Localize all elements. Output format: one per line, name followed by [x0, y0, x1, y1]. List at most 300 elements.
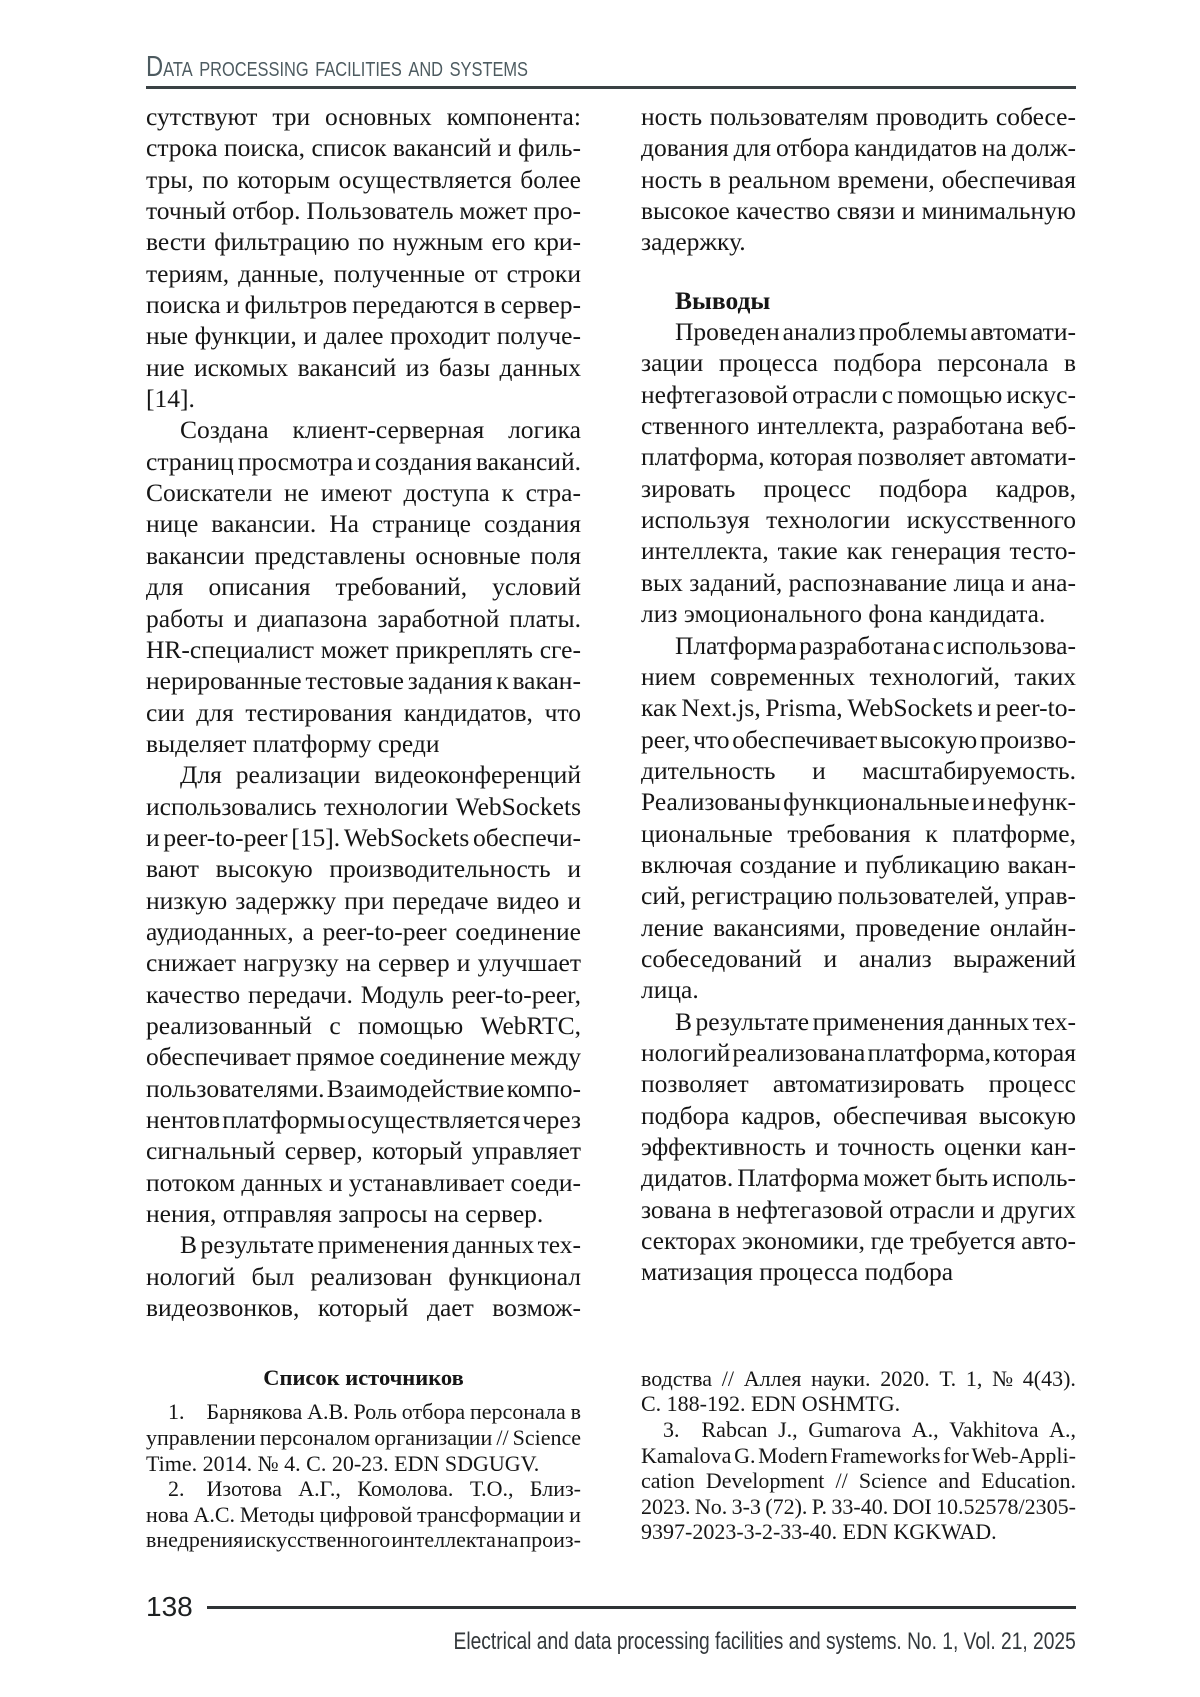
word: при: [344, 885, 385, 915]
word: которая: [993, 1037, 1076, 1067]
word: аудиоданных,: [146, 916, 294, 946]
text-line: [146, 979, 581, 1010]
text-line: [146, 697, 581, 728]
text-line: лица.: [641, 975, 699, 1005]
word: Аллея: [743, 1365, 802, 1391]
word: персонала: [469, 1399, 566, 1425]
text-line: [146, 571, 581, 602]
word: пользователям: [709, 102, 869, 131]
running-header-title: Data processing facilities and systems: [146, 51, 529, 83]
word: разработана: [892, 411, 1024, 441]
word: технологии: [324, 791, 449, 821]
word: создания: [374, 446, 472, 476]
text-line: [641, 1131, 1076, 1162]
word: Gumarova: [808, 1416, 902, 1442]
word: сутствуют: [146, 102, 258, 131]
word: Создана: [180, 415, 269, 445]
text-line: [641, 818, 1076, 849]
text-line: [146, 195, 581, 226]
word: Development: [705, 1468, 825, 1494]
word: внедрения: [146, 1527, 244, 1553]
word: создания: [483, 509, 581, 539]
word: данных: [499, 352, 581, 382]
text-line: [641, 164, 1076, 195]
word: потоком: [146, 1167, 236, 1197]
word: В: [180, 1230, 198, 1260]
word: интеллекта,: [641, 536, 769, 566]
word: в: [570, 1399, 581, 1425]
word: peer-to-peer,: [451, 979, 581, 1009]
word: масштабируемость.: [862, 755, 1076, 785]
text-line: [14].: [146, 384, 195, 414]
word: в: [483, 290, 496, 320]
word: через: [522, 1105, 581, 1134]
word: ность: [641, 102, 703, 131]
text-line: [641, 1100, 1076, 1131]
word: искусственного: [906, 505, 1076, 535]
text-line: [641, 1037, 1076, 1068]
word: строки: [506, 258, 581, 288]
word: с: [881, 379, 894, 409]
text-line: [146, 665, 581, 696]
word: персонала: [937, 348, 1049, 378]
word: и: [815, 1132, 829, 1161]
word: клиент-серверная: [292, 415, 485, 445]
word: вакан-: [1007, 849, 1076, 879]
word: применения: [812, 1006, 945, 1036]
word: передачи.: [248, 979, 353, 1009]
word: полученные: [333, 258, 466, 288]
word: данных: [947, 1006, 1030, 1036]
word: сервер,: [284, 1136, 363, 1166]
word: сии: [146, 697, 185, 727]
word: оценки: [943, 1132, 1022, 1161]
word: отбора: [775, 133, 850, 163]
word: нужным: [392, 227, 484, 257]
word: реальном: [728, 164, 831, 194]
word: Т.О.,: [469, 1476, 514, 1502]
word: интеллекта,: [756, 411, 885, 441]
journal-title: Electrical and data processing facilities and systems. No. 1, Vol. 21, 2025: [453, 1628, 1076, 1655]
word: peer-to-peer: [163, 822, 288, 852]
word: как: [846, 536, 883, 566]
text-line: [641, 347, 1076, 378]
text-line: [641, 441, 1076, 472]
text-line: [146, 1425, 581, 1451]
word: низкую: [146, 885, 228, 915]
word: выражений: [953, 943, 1076, 973]
word: платформы: [222, 1105, 346, 1134]
word: анализ: [782, 317, 856, 347]
word: получе-: [496, 321, 581, 351]
word: других: [1000, 1194, 1076, 1224]
word: кадров,: [741, 1100, 822, 1130]
word: генерация: [891, 536, 1001, 566]
text-line: [641, 1366, 1076, 1392]
references-right: [641, 1366, 1076, 1545]
text-line: [641, 1443, 1076, 1469]
word: WebSockets: [343, 822, 470, 852]
word: вакансии: [146, 540, 245, 570]
word: заработной: [377, 603, 500, 633]
word: искомых: [193, 352, 289, 382]
word: Соискатели: [146, 478, 273, 508]
word: прямое: [295, 1042, 375, 1072]
word: соеди-: [510, 1167, 581, 1197]
word: качество: [736, 196, 831, 226]
word: соединение: [455, 916, 581, 946]
word: автомати-: [970, 442, 1076, 472]
word: процесс: [763, 473, 851, 503]
word: на: [496, 1527, 519, 1553]
word: поиска: [146, 290, 221, 320]
word: представлены: [254, 540, 406, 570]
word: Education.: [981, 1468, 1076, 1494]
word: зации: [641, 348, 704, 378]
word: данные,: [238, 258, 325, 288]
word: Modern: [758, 1442, 828, 1468]
word: тестовые: [305, 666, 404, 696]
text-line: выделяет платформу среди: [146, 728, 440, 758]
word: Проведен: [675, 317, 780, 347]
text-line: [146, 885, 581, 916]
word: и: [567, 885, 581, 915]
word: персоналом: [259, 1425, 371, 1450]
word: нагрузку: [243, 948, 339, 978]
word: который: [317, 1293, 409, 1323]
text-line: [641, 1417, 1076, 1443]
word: высокую: [880, 724, 978, 754]
word: связи: [836, 196, 896, 226]
word: позволяет: [641, 1069, 749, 1099]
word: cation: [641, 1468, 695, 1494]
word: вакан-: [512, 666, 581, 696]
word: ана-: [1031, 567, 1076, 597]
text-line: [641, 410, 1076, 441]
word: на: [345, 948, 371, 978]
word: Kamalova: [641, 1442, 732, 1468]
word: данных: [452, 1230, 535, 1260]
word: 2020.: [880, 1365, 930, 1391]
word: диапазона: [257, 603, 368, 633]
text-line: [146, 1167, 581, 1198]
word: между: [510, 1042, 581, 1072]
text-line: [146, 1399, 581, 1425]
word: собесе-: [995, 102, 1076, 131]
text-line: [146, 853, 581, 884]
word: требуется: [909, 1226, 1016, 1256]
word: и: [233, 603, 248, 633]
word: вакансиями,: [713, 912, 846, 942]
word: филь-: [517, 133, 581, 163]
text-line: [641, 379, 1076, 410]
word: к: [925, 818, 938, 848]
word: 33-40.: [831, 1493, 889, 1519]
text-line: [641, 1068, 1076, 1099]
text-line: [146, 634, 581, 665]
word: A.,: [1049, 1416, 1076, 1442]
text-line: [146, 947, 581, 978]
word: высокое: [641, 196, 730, 226]
word: пользователями.: [146, 1073, 325, 1103]
word: 10.52578/2305-: [936, 1493, 1076, 1519]
word: дидатов.: [641, 1163, 734, 1193]
text-line: [146, 1261, 581, 1292]
word: доступа: [403, 478, 490, 508]
word: основные: [415, 540, 521, 570]
word: peer-to-peer: [322, 916, 447, 946]
word: А.С.: [193, 1501, 236, 1527]
text-line: [146, 1010, 581, 1041]
word: включая: [641, 849, 733, 879]
text-line: [641, 504, 1076, 535]
word: тех-: [1032, 1006, 1076, 1036]
word: на: [981, 133, 1007, 163]
word: и: [225, 290, 240, 320]
text-line: нения, отправляя запросы на сервер.: [146, 1199, 544, 1229]
word: вают: [146, 854, 199, 884]
text-line: [641, 630, 1076, 661]
word: искусственного: [244, 1527, 391, 1553]
word: и: [823, 943, 838, 973]
section-heading: Выводы: [675, 285, 771, 315]
word: нием: [641, 661, 696, 691]
word: сервер-: [500, 290, 581, 320]
word: которая: [769, 442, 853, 472]
word: платформа,: [641, 442, 765, 472]
page-footer: [146, 1591, 1076, 1656]
word: нерированные: [146, 666, 302, 696]
word: нефтегазовой: [641, 379, 788, 409]
word: требований,: [335, 572, 468, 602]
text-line: [641, 567, 1076, 598]
word: интеллекта: [391, 1527, 496, 1553]
word: странице: [371, 509, 471, 539]
word: 2023.: [641, 1493, 691, 1519]
text-line: [146, 822, 581, 853]
word: в: [709, 164, 722, 194]
text-line: [146, 258, 581, 289]
text-line: 9397-2023-3-2-33-40. EDN KGKWAD.: [641, 1519, 997, 1545]
word: сий,: [641, 881, 686, 911]
word: нице: [146, 509, 199, 539]
word: тех-: [537, 1230, 581, 1260]
text-line: [146, 916, 581, 947]
word: далее: [323, 321, 384, 351]
word: создание: [739, 849, 837, 879]
word: секторах: [641, 1226, 737, 1256]
text-line: [641, 755, 1076, 786]
word: функционал: [448, 1261, 581, 1291]
text-line: [641, 849, 1076, 880]
word: использова-: [946, 630, 1076, 660]
word: подбора: [833, 348, 922, 378]
word: возмож-: [492, 1293, 581, 1323]
text-line: [146, 1292, 581, 1323]
right-column: [641, 101, 1076, 1553]
word: J.,: [778, 1416, 798, 1442]
word: для: [733, 133, 772, 163]
word: собеседований: [641, 943, 802, 973]
word: и: [146, 822, 160, 852]
word: имеют: [320, 478, 392, 508]
word: такие: [777, 536, 838, 566]
text-line: [641, 1494, 1076, 1520]
word: для: [146, 572, 184, 602]
word: времени,: [837, 164, 935, 194]
word: кан-: [1030, 1132, 1076, 1161]
word: работы: [146, 603, 224, 633]
word: [15].: [291, 822, 341, 852]
word: и: [971, 787, 986, 817]
word: зировать: [641, 473, 736, 503]
word: и: [981, 1194, 995, 1224]
word: функциональные: [783, 787, 970, 817]
word: а: [302, 916, 314, 946]
word: сге-: [539, 634, 581, 664]
text-line: [146, 164, 581, 195]
word: более: [520, 164, 581, 194]
word: поля: [530, 540, 581, 570]
word: Платформа: [675, 630, 797, 660]
word: процесса: [718, 348, 818, 378]
word: вакансий.: [476, 446, 581, 476]
text-line: [146, 414, 581, 445]
word: как: [641, 693, 677, 723]
text-line: Time. 2014. № 4. С. 20-23. EDN SDGUGV.: [146, 1450, 540, 1476]
word: P.: [811, 1493, 828, 1519]
word: требования: [787, 818, 911, 848]
word: устанавливает: [348, 1167, 505, 1197]
word: ние: [146, 352, 185, 382]
word: соединение: [379, 1042, 506, 1072]
word: WebSockets: [847, 693, 973, 723]
word: подбора: [641, 1100, 730, 1130]
word: высокую: [215, 854, 313, 884]
word: отрасли: [792, 379, 878, 409]
word: отрасли: [889, 1194, 975, 1224]
word: долж-: [1011, 133, 1076, 163]
word: пользователей,: [837, 881, 1000, 911]
word: описания: [208, 572, 311, 602]
word: может: [320, 634, 389, 664]
word: peer-to-: [995, 693, 1076, 723]
word: Реализованы: [641, 787, 781, 817]
word: В: [675, 1006, 693, 1036]
word: основных: [325, 102, 432, 131]
word: и: [456, 948, 471, 978]
word: WebSockets: [455, 791, 581, 821]
text-line: [146, 603, 581, 634]
word: нологий: [146, 1261, 236, 1291]
references-heading: Список источников: [263, 1365, 464, 1391]
word: и: [901, 196, 916, 226]
word: реализованный: [146, 1010, 313, 1040]
word: дования: [641, 133, 729, 163]
word: проводить: [875, 102, 989, 131]
word: и: [812, 755, 826, 785]
word: про-: [533, 196, 581, 226]
word: А.Г.,: [298, 1476, 341, 1502]
word: точность: [837, 1132, 935, 1161]
word: использовались: [146, 791, 317, 821]
word: DOI: [892, 1493, 932, 1519]
word: и: [844, 849, 858, 879]
word: помощью: [897, 379, 1003, 409]
word: задания: [407, 666, 493, 696]
body-columns: [146, 101, 1076, 1553]
word: не: [284, 478, 309, 508]
word: //: [721, 1365, 734, 1391]
word: стра-: [525, 478, 581, 508]
text-line: [146, 446, 581, 477]
text-line: [146, 1502, 581, 1528]
text-line: [641, 912, 1076, 943]
word: вакансии.: [211, 509, 317, 539]
word: строка: [146, 133, 218, 163]
word: Модуль: [360, 979, 444, 1009]
word: Web-Appli-: [971, 1442, 1076, 1468]
word: произво-: [979, 724, 1076, 754]
word: искус-: [1006, 379, 1076, 409]
text-line: [641, 195, 1076, 226]
word: вести: [146, 227, 206, 257]
word: где: [870, 1226, 905, 1256]
word: веб-: [1031, 411, 1076, 441]
word: поиска,: [224, 133, 306, 163]
text-line: лиз эмоционального фона кандидата.: [641, 599, 1046, 629]
word: передаче: [392, 885, 489, 915]
word: был: [251, 1261, 295, 1291]
word: реализации: [235, 760, 361, 790]
word: в: [717, 1194, 730, 1224]
text-line: [641, 101, 1076, 132]
word: (72).: [765, 1493, 808, 1519]
word: технологии: [766, 505, 891, 535]
text-line: [641, 316, 1076, 347]
word: производительность: [329, 854, 551, 884]
text-line: задержку.: [641, 227, 746, 257]
text-line: С. 188-192. EDN OSHMTG.: [641, 1391, 901, 1417]
word: G.: [734, 1442, 756, 1468]
word: обеспечивает: [732, 724, 878, 754]
word: авто-: [1021, 1226, 1076, 1256]
word: его: [491, 227, 526, 257]
word: экономики,: [742, 1226, 865, 1256]
word: к: [496, 666, 509, 696]
word: проходит: [390, 321, 491, 351]
word: условий: [492, 572, 581, 602]
word: онлайн-: [989, 912, 1076, 942]
text-line: [146, 101, 581, 132]
word: подбора: [879, 473, 968, 503]
word: что: [544, 697, 581, 727]
word: реализован: [310, 1261, 433, 1291]
word: A.,: [911, 1416, 939, 1442]
word: исполь-: [992, 1163, 1076, 1193]
word: проведение: [855, 912, 981, 942]
word: позволяет: [857, 442, 966, 472]
header-rule: [146, 86, 1076, 89]
word: передаются: [352, 290, 479, 320]
word: Методы: [239, 1501, 315, 1527]
word: нефтегазовой: [736, 1194, 884, 1224]
text-line: [146, 1041, 581, 1072]
references-left: [146, 1365, 581, 1553]
word: Vakhitova: [949, 1416, 1039, 1442]
word: Frameworks: [830, 1442, 941, 1468]
word: улучшает: [477, 948, 581, 978]
